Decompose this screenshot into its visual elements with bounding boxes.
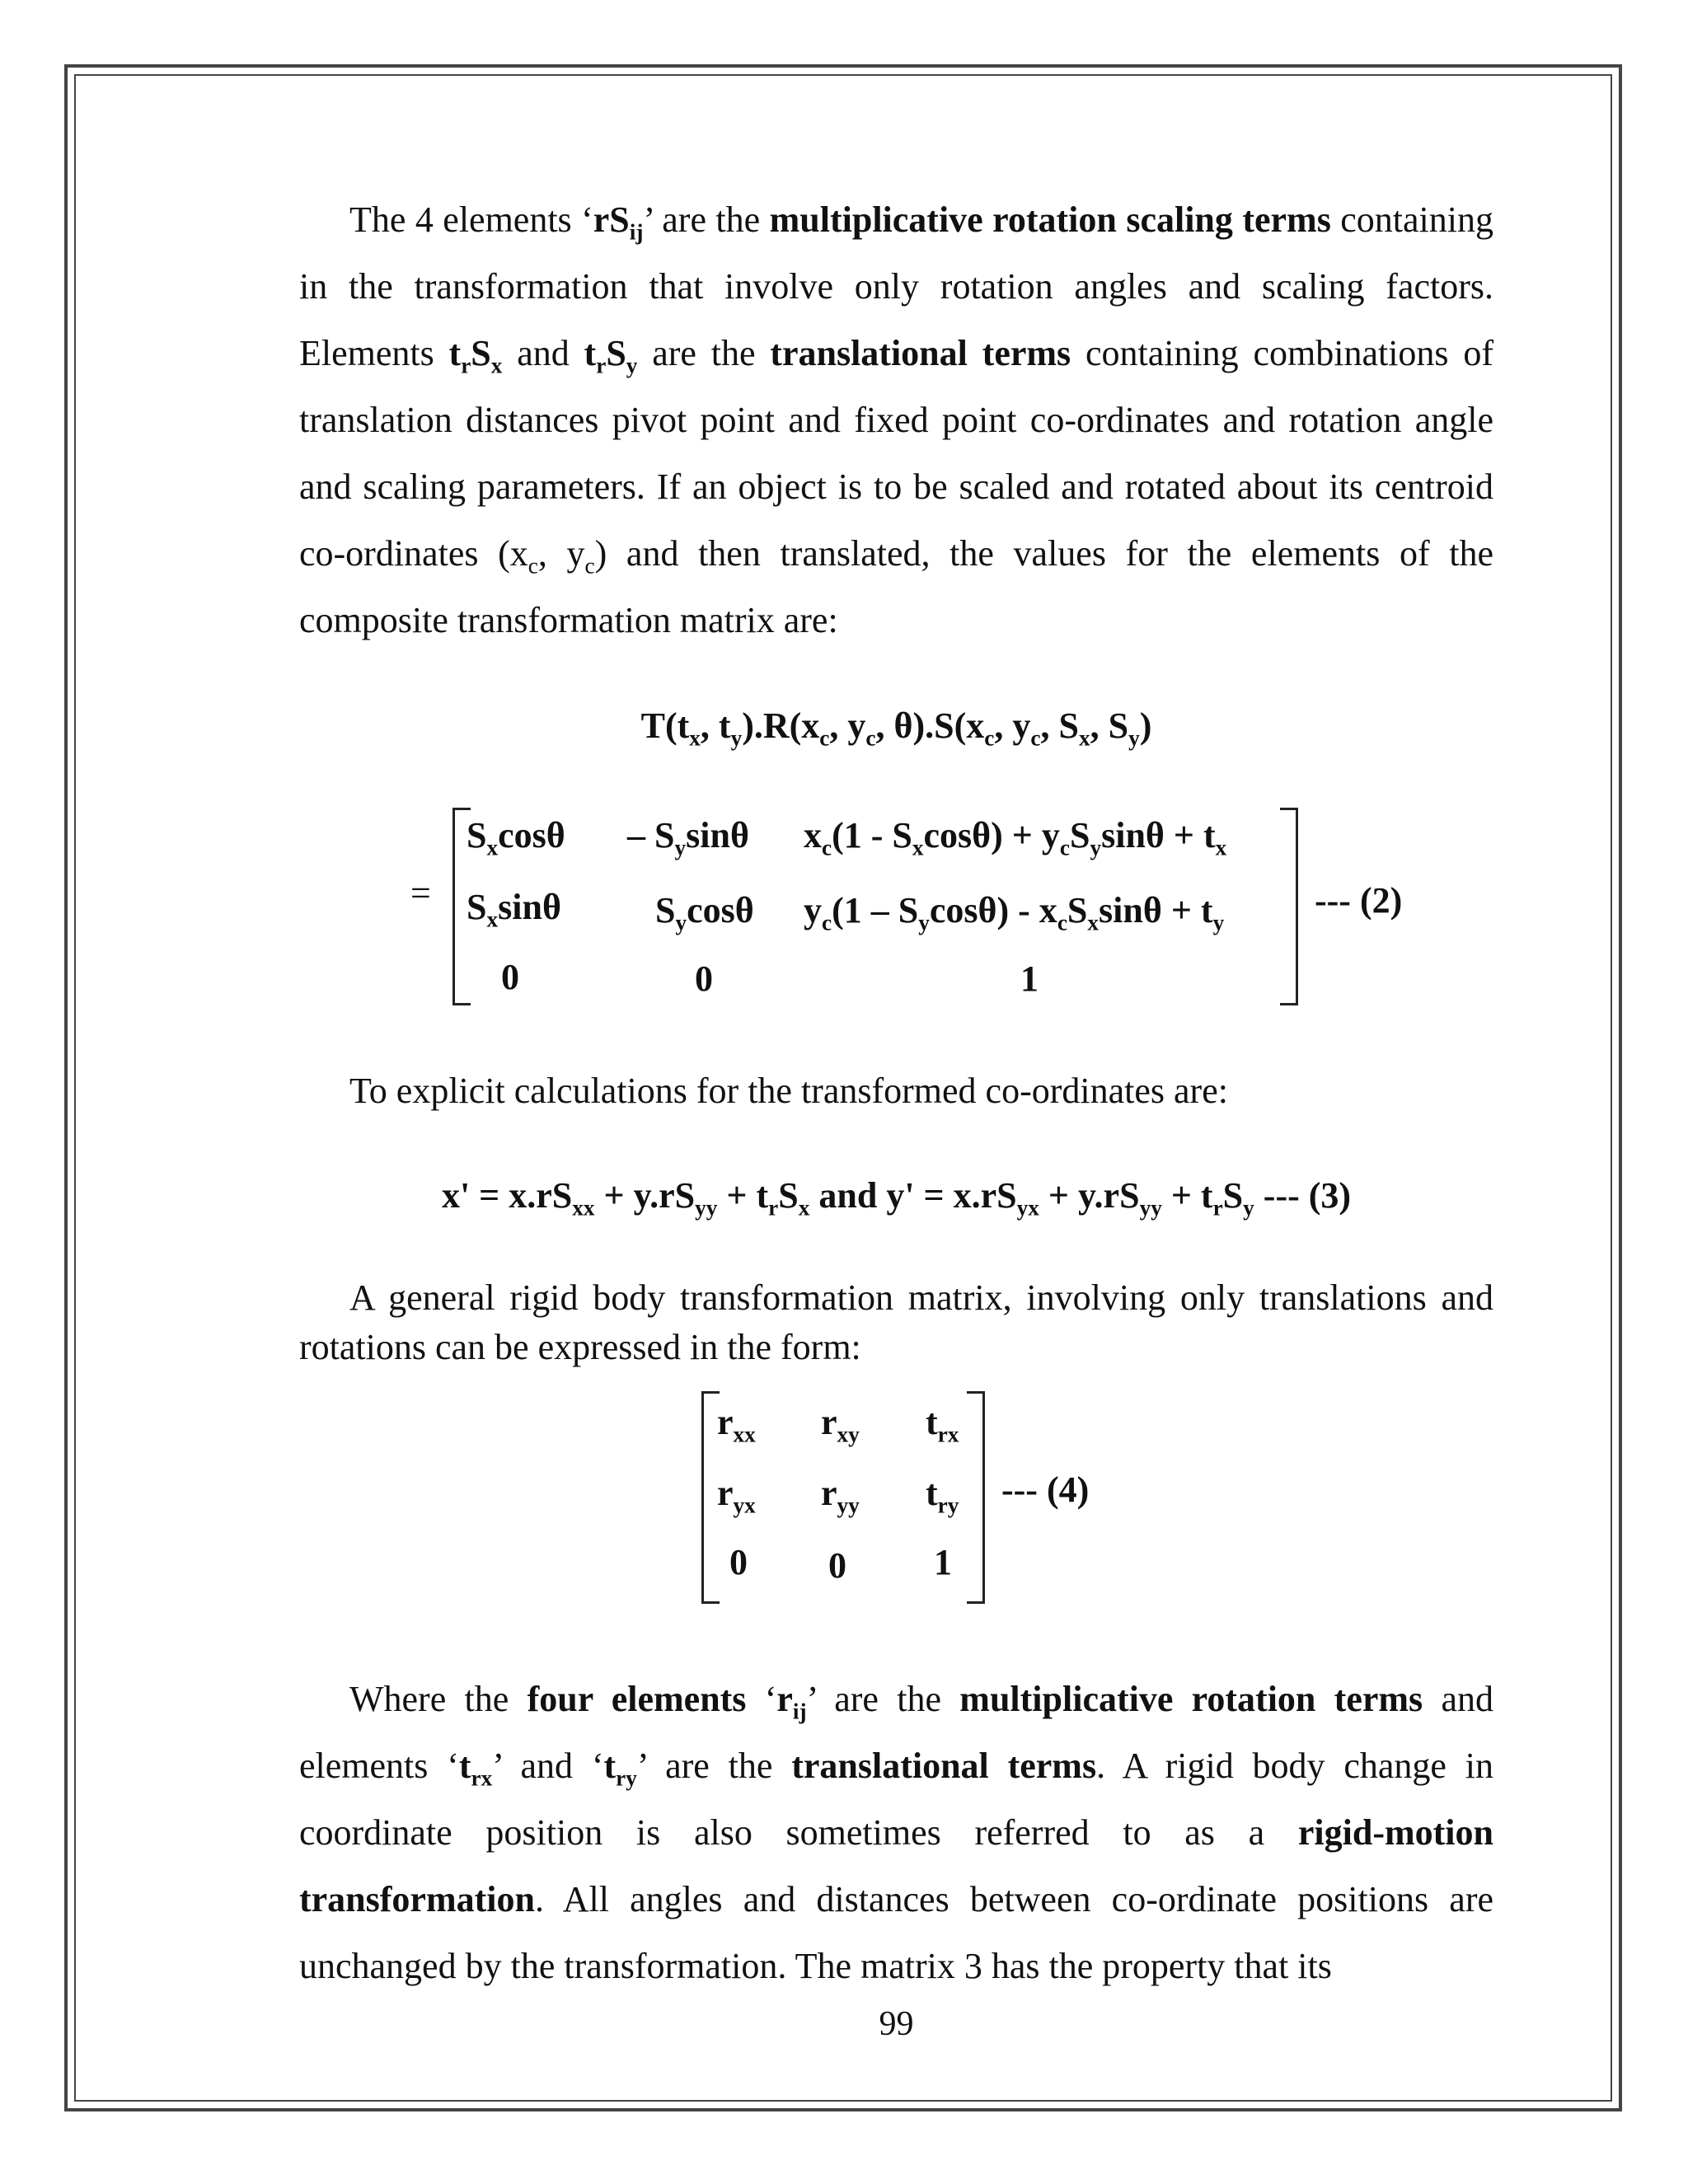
matrix-2-cell: $S_x\cos\theta$ bbox=[467, 815, 565, 860]
paragraph-rigid-motion: Where the four elements ‘$r_{ij}$’ are the multiplicative rotation terms and elements ‘$t_{rx}$’ and ‘$t_{ry}$’ are the translational terms. A rigid body change in coordinate position is also sometimes referred to as a rigid-motion transformation. All angles and distances between co-ordinate positions are unchanged by the transformation. The matrix 3 has the property that its bbox=[299, 1679, 1494, 1986]
matrix-2-cell: $y_c(1 - S_y\cos\theta) - x_cS_x\sin\theta + t_y$ bbox=[804, 890, 1225, 935]
matrix-4-cell: $r_{yy}$ bbox=[821, 1473, 860, 1518]
matrix-4-right-bracket bbox=[967, 1391, 985, 1604]
equation-2-label: --- (2) bbox=[1315, 880, 1403, 921]
equals-sign: = bbox=[410, 873, 431, 913]
matrix-4-cell: 1 bbox=[934, 1542, 952, 1582]
equation-4-label: --- (4) bbox=[1001, 1469, 1090, 1510]
matrix-4-cell: $r_{xx}$ bbox=[717, 1402, 756, 1447]
matrix-2-cell: 0 bbox=[501, 957, 519, 997]
composite-transformation-title: $T(t_x$, $t_y).R(x_c$, $y_c$, $\theta).S(x_c$, $y_c$, $S_x$, $S_y$) bbox=[640, 705, 1152, 751]
page-number: 99 bbox=[879, 2005, 914, 2043]
matrix-2-cell: – $S_y\sin\theta$ bbox=[627, 815, 749, 860]
matrix-4-cell: 0 bbox=[828, 1545, 846, 1586]
equation-3: $x' = x.rS_{xx} + y.rS_{yy} + t_rS_x$ and $y' = x.rS_{yx} + y.rS_{yy} + t_rS_y$ --- (3) bbox=[441, 1175, 1352, 1221]
matrix-2-right-bracket bbox=[1280, 808, 1298, 1005]
paragraph-rigid-body: A general rigid body transformation matrix, involving only translations and rotations can be expressed in the form: bbox=[299, 1277, 1493, 1367]
matrix-2-cell: 1 bbox=[1020, 958, 1039, 999]
matrix-2-cell: 0 bbox=[695, 958, 713, 999]
matrix-4-cell: 0 bbox=[729, 1542, 748, 1582]
matrix-2-cell: $x_c(1 - S_x\cos\theta) + y_cS_y\sin\theta + t_x$ bbox=[804, 815, 1227, 860]
explicit-calculations-intro: To explicit calculations for the transformed co-ordinates are: bbox=[349, 1071, 1228, 1111]
matrix-4-cell: $t_{rx}$ bbox=[926, 1402, 959, 1447]
paragraph-rotation-scaling: The 4 elements ‘$rS_{ij}$’ are the multiplicative rotation scaling terms containing in the transformation that involve only rotation angles and scaling factors. Elements $t_rS_x$ and $t_rS_y$ are the translational terms containing combinations of translation distances pivot point and fixed point co-ordinates and rotation angle and scaling parameters. If an object is to be scaled and rotated about its centroid co-ordinates ($x_c$, $y_c$) and then translated, the values for the elements of the composite transformation matrix are: bbox=[299, 199, 1494, 640]
matrix-2-cell: $S_x\sin\theta$ bbox=[467, 887, 561, 932]
matrix-4-cell: $t_{ry}$ bbox=[926, 1473, 959, 1518]
matrix-4-cell: $r_{yx}$ bbox=[717, 1473, 756, 1518]
matrix-4-cell: $r_{xy}$ bbox=[821, 1402, 860, 1447]
matrix-2-cell: $S_y\cos\theta$ bbox=[655, 890, 754, 935]
